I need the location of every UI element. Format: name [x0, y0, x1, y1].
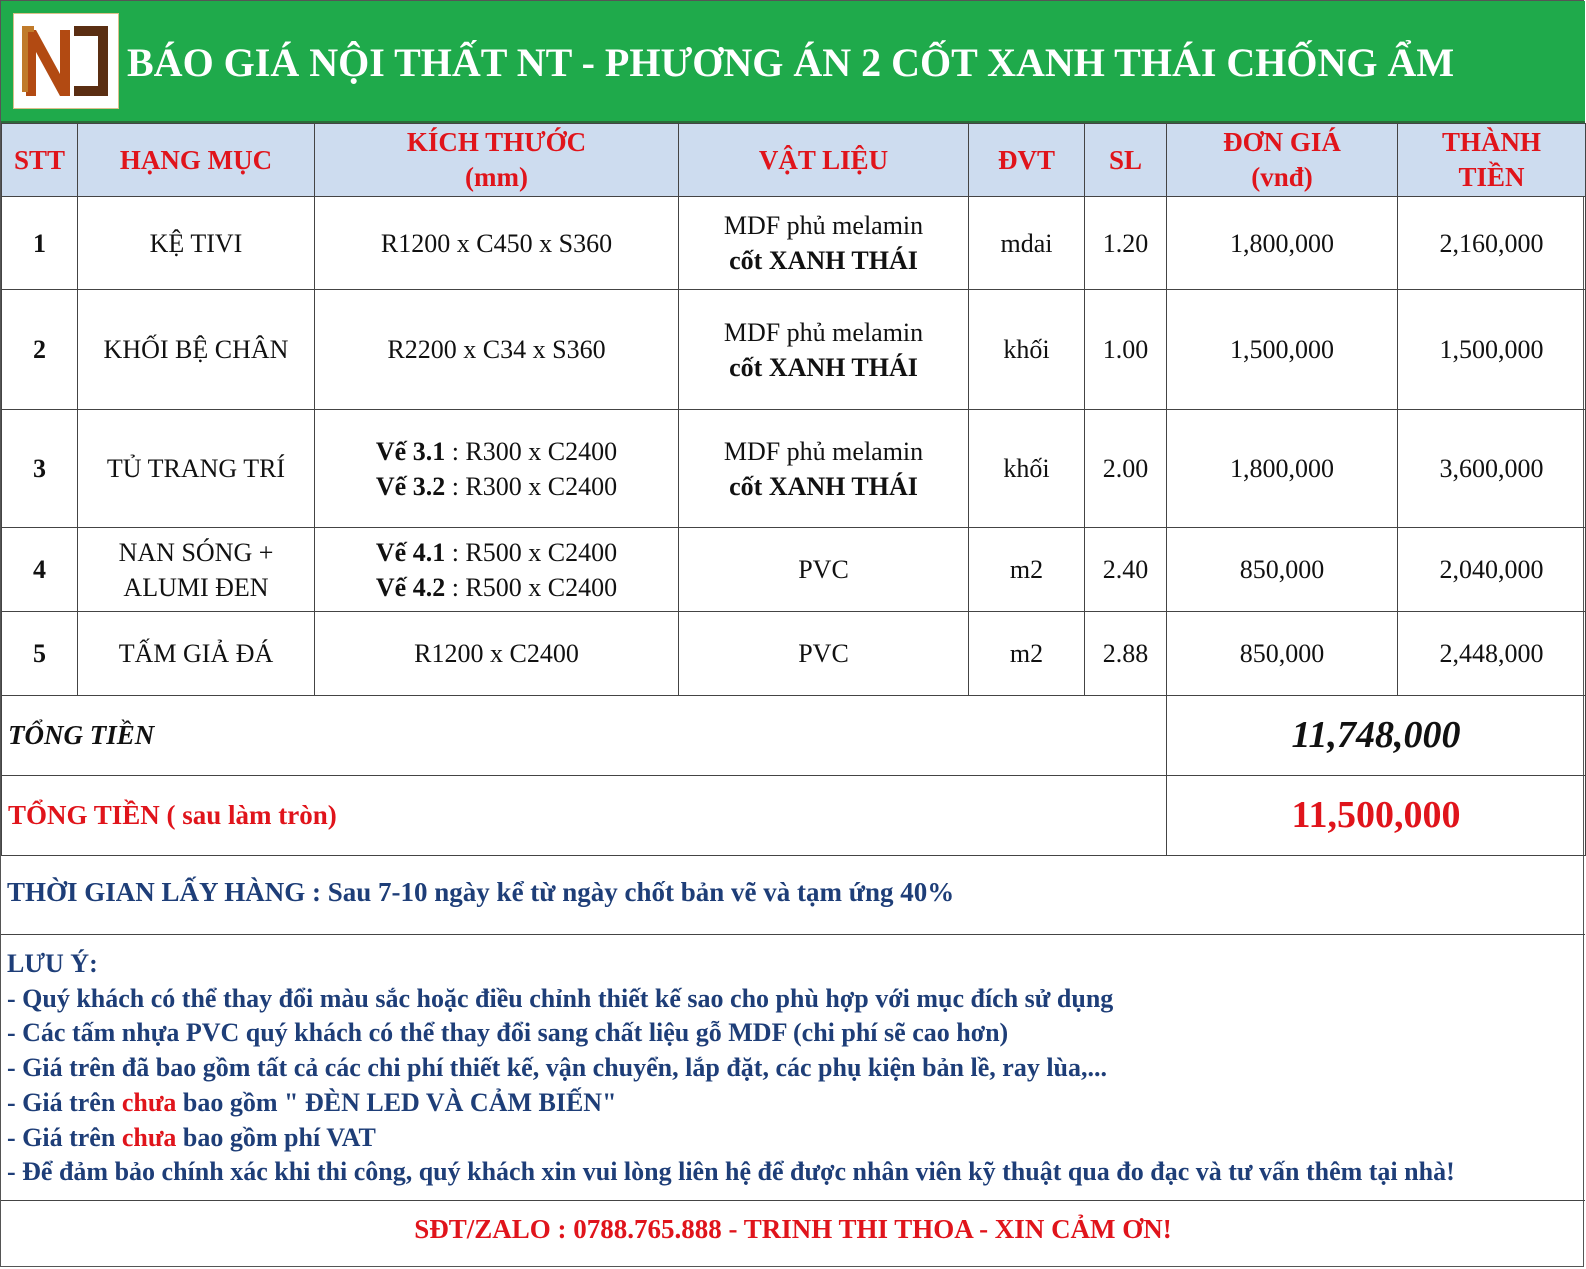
- total-value: 11,748,000: [1167, 696, 1586, 776]
- row-total: 1,500,000: [1398, 290, 1586, 410]
- row-unit: m2: [969, 612, 1085, 696]
- row-size: Vế 4.1 : R500 x C2400 Vế 4.2 : R500 x C2400: [315, 528, 679, 612]
- row-qty: 2.00: [1085, 410, 1167, 528]
- col-header-unit: ĐVT: [969, 124, 1085, 197]
- row-material: MDF phủ melamin cốt XANH THÁI: [679, 290, 969, 410]
- nt-logo-icon: [13, 13, 119, 109]
- col-header-size: KÍCH THƯỚC (mm): [315, 124, 679, 197]
- row-item: TỦ TRANG TRÍ: [78, 410, 315, 528]
- col-header-material: VẬT LIỆU: [679, 124, 969, 197]
- page-title: BÁO GIÁ NỘI THẤT NT - PHƯƠNG ÁN 2 CỐT XANH THÁI CHỐNG ẨM: [127, 40, 1455, 85]
- notes-section: [1, 935, 1585, 1201]
- table-row: [2, 528, 1586, 612]
- row-qty: 2.40: [1085, 528, 1167, 612]
- notes-heading: LƯU Ý:: [7, 949, 98, 978]
- row-size: R1200 x C450 x S360: [315, 197, 679, 290]
- row-stt: 5: [2, 612, 78, 696]
- rounded-total-value: 11,500,000: [1167, 776, 1586, 856]
- row-unit: mdai: [969, 197, 1085, 290]
- row-price: 850,000: [1167, 528, 1398, 612]
- delivery-text: THỜI GIAN LẤY HÀNG : Sau 7-10 ngày kể từ ngày chốt bản vẽ và tạm ứng 40%: [7, 877, 955, 907]
- row-item: KHỐI BỆ CHÂN: [78, 290, 315, 410]
- note-line: - Quý khách có thể thay đổi màu sắc hoặc điều chỉnh thiết kế sao cho phù hợp với mục đích sử dụng: [7, 983, 1114, 1013]
- row-price: 1,500,000: [1167, 290, 1398, 410]
- table-row: [2, 410, 1586, 528]
- row-material: PVC: [679, 528, 969, 612]
- row-size: R2200 x C34 x S360: [315, 290, 679, 410]
- row-stt: 1: [2, 197, 78, 290]
- col-header-price: ĐƠN GIÁ (vnđ): [1167, 124, 1398, 197]
- rounded-total-label: TỔNG TIỀN ( sau làm tròn): [2, 776, 1167, 856]
- table-row: [2, 290, 1586, 410]
- row-material: PVC: [679, 612, 969, 696]
- row-price: 1,800,000: [1167, 197, 1398, 290]
- row-qty: 1.00: [1085, 290, 1167, 410]
- note-line: - Giá trên chưa bao gồm phí VAT: [7, 1122, 376, 1152]
- row-size: Vế 3.1 : R300 x C2400 Vế 3.2 : R300 x C2400: [315, 410, 679, 528]
- col-header-total: THÀNH TIỀN: [1398, 124, 1586, 197]
- col-header-stt: STT: [2, 124, 78, 197]
- row-price: 850,000: [1167, 612, 1398, 696]
- row-total: 2,160,000: [1398, 197, 1586, 290]
- row-item: TẤM GIẢ ĐÁ: [78, 612, 315, 696]
- row-unit: m2: [969, 528, 1085, 612]
- note-line: - Giá trên đã bao gồm tất cả các chi phí thiết kế, vận chuyển, lắp đặt, các phụ kiện bản lề, ray lùa,...: [7, 1053, 1107, 1083]
- row-unit: khối: [969, 410, 1085, 528]
- row-qty: 1.20: [1085, 197, 1167, 290]
- col-header-qty: SL: [1085, 124, 1167, 197]
- rounded-total-row: [2, 776, 1586, 856]
- row-item: NAN SÓNG + ALUMI ĐEN: [78, 528, 315, 612]
- row-total: 2,040,000: [1398, 528, 1586, 612]
- contact-footer: SĐT/ZALO : 0788.765.888 - TRINH THI THOA - XIN CẢM ƠN!: [414, 1214, 1172, 1244]
- row-unit: khối: [969, 290, 1085, 410]
- row-price: 1,800,000: [1167, 410, 1398, 528]
- header-banner: [1, 1, 1585, 123]
- delivery-time: [1, 855, 1585, 935]
- table-header-row: [2, 124, 1586, 197]
- row-material: MDF phủ melamin cốt XANH THÁI: [679, 197, 969, 290]
- note-line: - Giá trên chưa bao gồm " ĐÈN LED VÀ CẢM BIẾN": [7, 1087, 617, 1117]
- row-stt: 2: [2, 290, 78, 410]
- row-qty: 2.88: [1085, 612, 1167, 696]
- row-size: R1200 x C2400: [315, 612, 679, 696]
- total-row: [2, 696, 1586, 776]
- row-total: 2,448,000: [1398, 612, 1586, 696]
- col-header-item: HẠNG MỤC: [78, 124, 315, 197]
- row-item: KỆ TIVI: [78, 197, 315, 290]
- table-row: [2, 612, 1586, 696]
- row-stt: 4: [2, 528, 78, 612]
- note-line: - Để đảm bảo chính xác khi thi công, quý khách xin vui lòng liên hệ để được nhân viên kỹ thuật qua đo đạc và tư vấn thêm tại nhà!: [7, 1157, 1455, 1187]
- quotation-table: [1, 123, 1586, 856]
- row-material: MDF phủ melamin cốt XANH THÁI: [679, 410, 969, 528]
- note-line: - Các tấm nhựa PVC quý khách có thể thay đổi sang chất liệu gỗ MDF (chi phí sẽ cao hơn): [7, 1018, 1009, 1048]
- row-total: 3,600,000: [1398, 410, 1586, 528]
- row-stt: 3: [2, 410, 78, 528]
- table-row: [2, 197, 1586, 290]
- total-label: TỔNG TIỀN: [2, 696, 1167, 776]
